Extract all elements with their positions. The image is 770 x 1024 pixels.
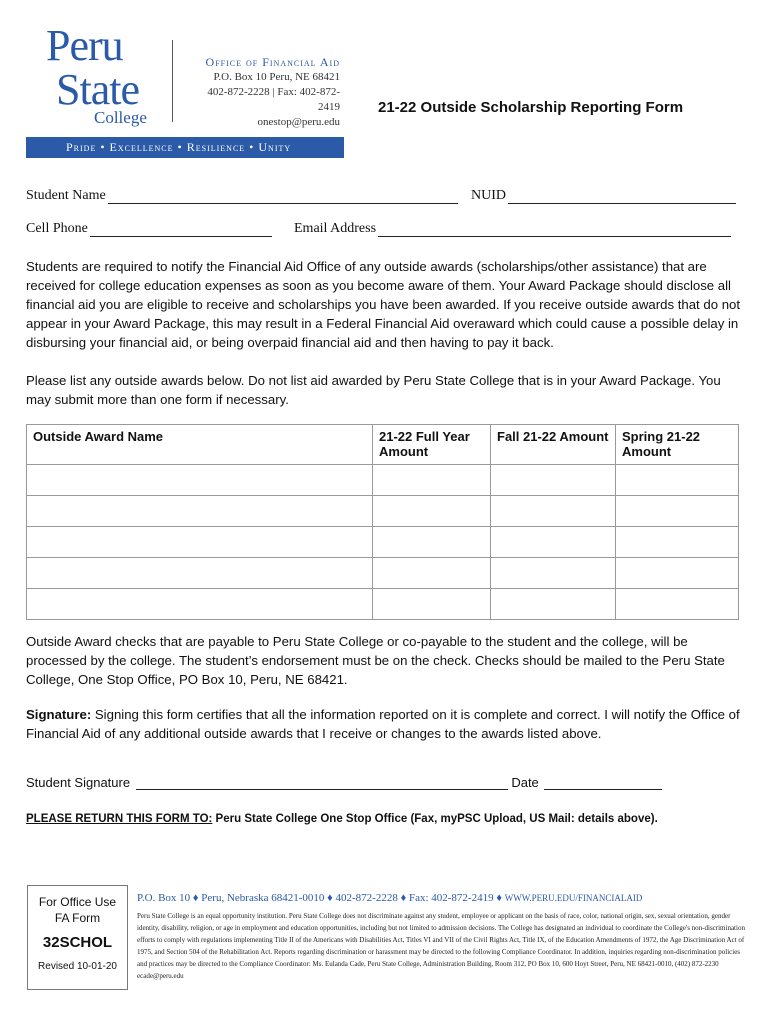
college-logo [26,21,156,132]
header-full-year: 21-22 Full Year Amount [373,425,491,465]
full-year-cell[interactable] [373,589,491,620]
email-label: Email Address [294,221,377,236]
student-name-label: Student Name [26,188,106,203]
fall-cell[interactable] [491,496,616,527]
table-row [27,589,739,620]
header-spring: Spring 21-22 Amount [616,425,739,465]
office-contact-block [190,55,340,130]
return-label: PLEASE RETURN THIS FORM TO: [26,813,213,825]
office-address: P.O. Box 10 Peru, NE 68421 [213,71,340,83]
award-name-cell[interactable] [27,465,373,496]
cell-phone-field[interactable] [90,222,272,237]
date-field[interactable] [544,777,662,790]
fall-cell[interactable] [491,589,616,620]
cell-phone-row [26,221,272,237]
full-year-cell[interactable] [373,558,491,589]
fa-form-label: FA Form [54,911,101,925]
return-instructions [26,813,658,825]
nuid-field[interactable] [508,189,736,204]
form-title: 21-22 Outside Scholarship Reporting Form [378,99,684,116]
award-name-cell[interactable] [27,589,373,620]
student-signature-label: Student Signature [26,775,131,790]
email-row [294,221,731,237]
office-use-label: For Office Use [38,895,117,909]
signature-row [26,775,662,790]
award-name-cell[interactable] [27,527,373,558]
spring-cell[interactable] [616,527,739,558]
award-name-cell[interactable] [27,496,373,527]
fall-cell[interactable] [491,465,616,496]
office-phone: 402-872-2228 | Fax: 402-872-2419 [207,86,340,113]
footer-website-link[interactable]: WWW.PERU.EDU/FINANCIALAID [504,893,643,903]
spring-cell[interactable] [616,558,739,589]
full-year-cell[interactable] [373,496,491,527]
header-divider [172,40,173,122]
eeo-statement: Peru State College is an equal opportunity institution. Peru State College does not discriminate against any student, employee or applicant on the basis of race, color, national origin, sex, sexual orientation, gender identity, disability, religion, or age in employment and education opportunities, including but not limited to admission decisions. The College has designated an individual to coordinate the College's non-discrimination efforts to comply with regulations implementing Title II of the Americans with Disabilities Act, Titles VI and VII of the Civil Rights Act, Title IX, of the Education Amendments of 1972, the Age Discrimination Act of 1975, and Section 504 of the Rehabilitation Act. Reports regarding discrimination or harassment may be directed to the following Compliance Coordinator. In addition, inquiries regarding non-discrimination policies and practices may be directed to the Compliance Coordinator: Ms. Eulanda Cade, Peru State College, Administration Building, Room 312, PO Box 10, 600 Hoyt Street, Peru, NE 68421-0010, (402) 872-2230 ecade@peru.edu [137,912,745,980]
awards-table [26,424,739,620]
fall-cell[interactable] [491,527,616,558]
award-name-cell[interactable] [27,558,373,589]
signature-heading: Signature: [26,707,92,722]
signature-paragraph [26,705,746,743]
header-fall: Fall 21-22 Amount [491,425,616,465]
table-row [27,558,739,589]
instructions-paragraph: Please list any outside awards below. Do not list aid awarded by Peru State College that is in your Award Package. You may submit more than one form if necessary. [26,373,721,407]
table-header-row [27,425,739,465]
nuid-row [471,188,736,204]
full-year-cell[interactable] [373,465,491,496]
office-name: Office of Financial Aid [205,55,340,69]
footer [137,892,747,982]
return-text: Peru State College One Stop Office (Fax, myPSC Upload, US Mail: details above). [212,813,658,825]
logo-text-state: State [56,65,139,114]
logo-text-peru: Peru [46,21,123,70]
spring-cell[interactable] [616,589,739,620]
table-row [27,527,739,558]
checks-paragraph: Outside Award checks that are payable to Peru State College or co-payable to the student and the college, will be processed by the college. The student’s endorsement must be on the check. Checks should be mailed to the Peru State College, One Stop Office, PO Box 10, Peru, NE 68421. [26,634,725,687]
student-name-field[interactable] [108,189,458,204]
logo-text-college: College [94,108,147,127]
spring-cell[interactable] [616,496,739,527]
nuid-label: NUID [471,188,506,203]
office-use-box [27,885,128,990]
table-row [27,496,739,527]
revision-date: Revised 10-01-20 [38,961,117,972]
office-email: onestop@peru.edu [257,116,340,128]
date-label: Date [511,775,539,790]
footer-address-line [137,892,747,904]
full-year-cell[interactable] [373,527,491,558]
motto-banner: Pride • Excellence • Resilience • Unity [26,137,344,158]
cell-phone-label: Cell Phone [26,221,88,236]
email-field[interactable] [378,222,731,237]
table-row [27,465,739,496]
intro-paragraph: Students are required to notify the Financial Aid Office of any outside awards (scholarships/other assistance) that are received for college education expenses as soon as you become aware of them. Your Award Package should disclose all financial aid you are eligible to receive and scholarships you have been awarded. If you receive outside awards that do not appear in your Award Package, this may result in a Federal Financial Aid overaward which could cause a possible delay in disbursing your financial aid, or being overpaid financial aid and then having to pay it back. [26,259,741,350]
header-award-name: Outside Award Name [27,425,373,465]
fall-cell[interactable] [491,558,616,589]
student-name-row [26,188,458,204]
footer-address: P.O. Box 10 ♦ Peru, Nebraska 68421-0010 ♦ 402-872-2228 ♦ Fax: 402-872-2419 ♦ [137,892,505,904]
student-signature-field[interactable] [136,777,508,790]
spring-cell[interactable] [616,465,739,496]
signature-statement: Signing this form certifies that all the information reported on it is complete and correct. I will notify the Office of Financial Aid of any additional outside awards that I receive or changes to the awards listed above. [26,707,740,741]
form-code: 32SCHOL [42,934,113,951]
